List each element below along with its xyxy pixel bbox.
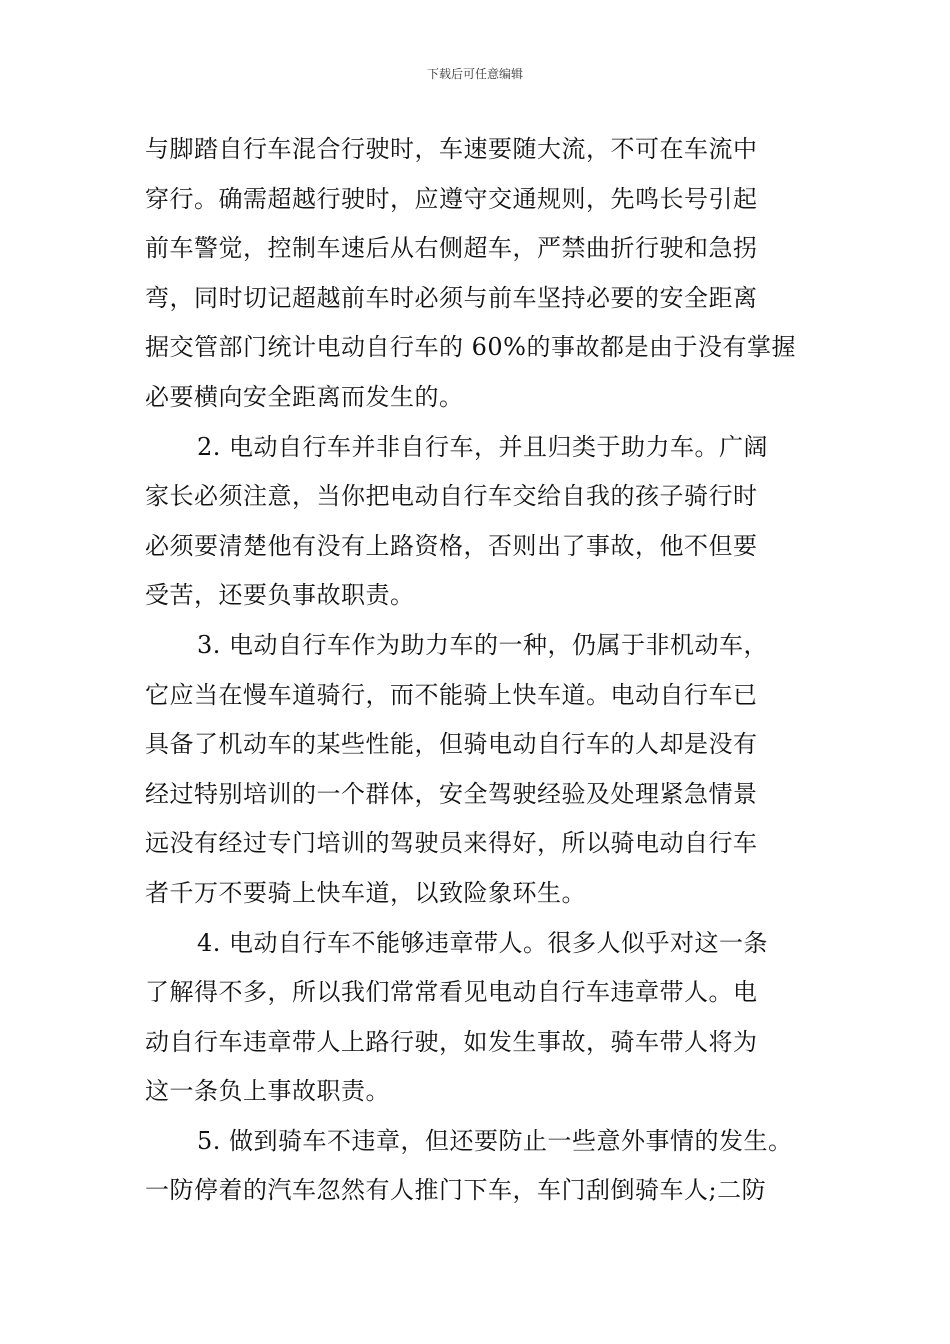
text-line: 2. 电动自行车并非自行车，并且归类于助力车。广阔 — [197, 432, 769, 461]
document-body — [145, 125, 825, 1216]
text-line: 这一条负上事故职责。 — [145, 1077, 390, 1106]
text-line: 者千万不要骑上快车道，以致险象环生。 — [145, 878, 586, 907]
text-line: 必要横向安全距离而发生的。 — [145, 382, 464, 411]
page-header: 下载后可任意编辑 — [426, 67, 523, 81]
text-line: 穿行。确需超越行驶时，应遵守交通规则，先鸣长号引起 — [145, 184, 758, 213]
text-line: 动自行车违章带人上路行驶，如发生事故，骑车带人将为 — [145, 1027, 758, 1056]
text-line: 5. 做到骑车不违章，但还要防止一些意外事情的发生。 — [197, 1126, 793, 1155]
text-line: 具备了机动车的某些性能，但骑电动自行车的人却是没有 — [145, 730, 758, 759]
text-line: 据交管部门统计电动自行车的 60%的事故都是由于没有掌握 — [145, 333, 796, 362]
text-line: 家长必须注意，当你把电动自行车交给自我的孩子骑行时 — [145, 482, 758, 511]
text-line: 经过特别培训的一个群体，安全驾驶经验及处理紧急情景 — [145, 779, 758, 808]
text-line: 一防停着的汽车忽然有人推门下车，车门刮倒骑车人;二防 — [145, 1176, 767, 1205]
text-line: 远没有经过专门培训的驾驶员来得好，所以骑电动自行车 — [145, 829, 758, 858]
text-line: 必须要清楚他有没有上路资格，否则出了事故，他不但要 — [145, 531, 758, 560]
text-line: 与脚踏自行车混合行驶时，车速要随大流，不可在车流中 — [145, 135, 758, 163]
text-line: 受苦，还要负事故职责。 — [145, 581, 415, 610]
text-line: 了解得不多，所以我们常常看见电动自行车违章带人。电 — [145, 978, 758, 1007]
text-line: 弯，同时切记超越前车时必须与前车坚持必要的安全距离 — [145, 283, 758, 312]
text-line: 它应当在慢车道骑行，而不能骑上快车道。电动自行车已 — [145, 680, 758, 709]
text-line: 前车警觉，控制车速后从右侧超车，严禁曲折行驶和急拐 — [145, 234, 758, 263]
text-line: 4. 电动自行车不能够违章带人。很多人似乎对这一条 — [197, 928, 769, 957]
text-line: 3. 电动自行车作为助力车的一种，仍属于非机动车， — [197, 630, 769, 659]
